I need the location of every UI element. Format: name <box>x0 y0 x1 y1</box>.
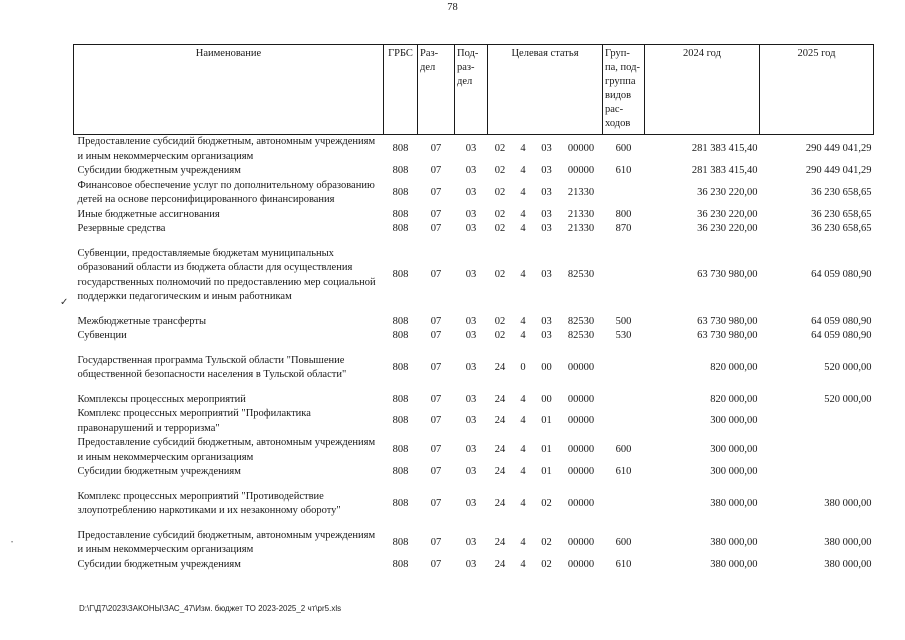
row-amount-2024: 380 000,00 <box>710 536 758 548</box>
row-target-type: 4 <box>520 269 526 281</box>
row-amount-2024: 300 000,00 <box>710 415 758 427</box>
header-expense-group: Груп- па, под- группа видов рас- ходов <box>603 45 645 135</box>
row-expense-group <box>603 354 645 383</box>
table-row <box>74 208 874 223</box>
row-spacer-cell <box>74 519 874 529</box>
row-target-direction: 21330 <box>567 208 595 220</box>
row-target-sub: 03 <box>541 165 552 176</box>
row-target-direction: 82530 <box>567 269 595 281</box>
row-podrazdel: 03 <box>465 143 477 155</box>
row-target-program: 24 <box>494 361 506 373</box>
row-target-sub: 00 <box>541 361 552 373</box>
table-row <box>74 393 874 408</box>
row-name: Предоставление субсидий бюджетным, автономным учреждениям и иным некоммерческим организациям <box>77 529 376 555</box>
row-amount-2024: 820 000,00 <box>710 361 758 373</box>
row-amount-2025: 36 230 658,65 <box>811 223 872 234</box>
row-target-program: 24 <box>494 466 506 477</box>
table-row <box>74 315 874 330</box>
table-row <box>74 247 874 305</box>
row-spacer <box>74 305 874 315</box>
row-amount-2025 <box>760 465 874 480</box>
row-target-direction: 00000 <box>567 558 595 570</box>
row-target-sub: 03 <box>541 186 552 198</box>
row-podrazdel: 03 <box>465 223 477 234</box>
row-target-type: 4 <box>520 497 526 509</box>
row-razdel: 07 <box>430 269 442 281</box>
table-row <box>74 179 874 208</box>
row-amount-2024: 281 383 415,40 <box>691 143 758 155</box>
row-grbs: 808 <box>392 393 409 405</box>
row-razdel: 07 <box>430 143 442 155</box>
table-row <box>74 436 874 465</box>
row-expense-group: 600 <box>615 536 632 548</box>
row-target-direction: 00000 <box>567 536 595 548</box>
row-grbs: 808 <box>392 497 409 509</box>
row-grbs: 808 <box>392 186 409 198</box>
header-2025: 2025 год <box>760 45 874 135</box>
row-podrazdel: 03 <box>465 444 477 456</box>
row-target-direction: 00000 <box>567 415 595 427</box>
row-amount-2024: 380 000,00 <box>710 558 758 570</box>
row-target-type: 4 <box>520 466 526 477</box>
row-amount-2025: 64 059 080,90 <box>811 330 872 341</box>
row-grbs: 808 <box>392 415 409 427</box>
table-row <box>74 465 874 480</box>
row-amount-2024: 820 000,00 <box>710 393 758 405</box>
row-amount-2025: 290 449 041,29 <box>805 143 872 155</box>
row-amount-2024: 380 000,00 <box>710 497 758 509</box>
table-row <box>74 558 874 573</box>
row-expense-group: 800 <box>615 208 632 220</box>
row-name: Иные бюджетные ассигнования <box>77 208 220 220</box>
row-razdel: 07 <box>430 497 442 509</box>
row-razdel: 07 <box>430 165 442 176</box>
row-amount-2025 <box>760 407 874 436</box>
row-podrazdel: 03 <box>465 315 477 327</box>
table-row <box>74 529 874 558</box>
row-expense-group: 610 <box>615 558 632 570</box>
table-row <box>74 490 874 519</box>
row-amount-2025: 64 059 080,90 <box>811 315 872 327</box>
row-name: Государственная программа Тульской области "Повышение общественной безопасности населения в Тульской области" <box>77 354 347 380</box>
row-spacer-cell <box>74 344 874 354</box>
row-spacer <box>74 344 874 354</box>
row-amount-2025: 36 230 658,65 <box>811 186 872 198</box>
row-grbs: 808 <box>392 558 409 570</box>
row-target-direction: 00000 <box>567 165 595 176</box>
row-name: Финансовое обеспечение услуг по дополнительному образованию детей на основе персонифицированного финансирования <box>77 179 375 205</box>
row-name: Субсидии бюджетным учреждениям <box>77 558 241 570</box>
row-amount-2025: 380 000,00 <box>824 558 872 570</box>
row-amount-2024: 36 230 220,00 <box>697 208 758 220</box>
table-row <box>74 164 874 179</box>
row-grbs: 808 <box>392 143 409 155</box>
table-row <box>74 222 874 237</box>
row-expense-group: 610 <box>615 165 632 176</box>
row-expense-group <box>603 179 645 208</box>
table-row <box>74 329 874 344</box>
file-path-footer: D:\Г\Д7\2023\ЗАКОНЫ\ЗАС_47\Изм. бюджет ТО 2023-2025_2 чт\pr5.xls <box>79 604 342 613</box>
row-target-type: 4 <box>520 315 526 327</box>
row-expense-group: 600 <box>615 444 632 456</box>
table-row <box>74 354 874 383</box>
row-name: Субвенции <box>77 330 127 341</box>
row-name: Субсидии бюджетным учреждениям <box>77 466 241 477</box>
row-amount-2024: 63 730 980,00 <box>697 269 758 281</box>
row-expense-group: 600 <box>615 143 632 155</box>
row-target-sub: 01 <box>541 415 552 427</box>
row-razdel: 07 <box>430 315 442 327</box>
row-razdel: 07 <box>430 393 442 405</box>
row-amount-2024: 300 000,00 <box>710 466 758 477</box>
row-name: Комплекс процессных мероприятий "Профилактика правонарушений и терроризма" <box>77 408 311 434</box>
row-spacer-cell <box>74 480 874 490</box>
row-target-sub: 00 <box>541 393 552 405</box>
row-target-sub: 03 <box>541 223 552 234</box>
row-razdel: 07 <box>430 361 442 373</box>
row-amount-2024: 300 000,00 <box>710 444 758 456</box>
row-razdel: 07 <box>430 208 442 220</box>
row-amount-2025: 520 000,00 <box>824 361 872 373</box>
row-amount-2025: 520 000,00 <box>824 393 872 405</box>
row-expense-group: 500 <box>615 315 632 327</box>
row-expense-group <box>603 407 645 436</box>
row-amount-2024: 63 730 980,00 <box>697 330 758 341</box>
row-podrazdel: 03 <box>465 165 477 176</box>
row-target-sub: 02 <box>541 497 552 509</box>
row-target-program: 24 <box>494 558 506 570</box>
row-target-direction: 00000 <box>567 393 595 405</box>
row-razdel: 07 <box>430 186 442 198</box>
row-razdel: 07 <box>430 466 442 477</box>
row-podrazdel: 03 <box>465 497 477 509</box>
row-spacer-cell <box>74 237 874 247</box>
row-target-type: 4 <box>520 143 526 155</box>
table-row <box>74 135 874 165</box>
row-grbs: 808 <box>392 466 409 477</box>
row-target-type: 4 <box>520 223 526 234</box>
row-amount-2025: 64 059 080,90 <box>811 269 872 281</box>
row-name: Субсидии бюджетным учреждениям <box>77 165 241 176</box>
row-expense-group <box>603 247 645 305</box>
header-name: Наименование <box>74 45 384 135</box>
row-spacer <box>74 383 874 393</box>
row-target-direction: 00000 <box>567 143 595 155</box>
row-grbs: 808 <box>392 165 409 176</box>
row-target-type: 4 <box>520 208 526 220</box>
header-razdel: Раз- дел <box>418 45 455 135</box>
row-amount-2025: 290 449 041,29 <box>805 165 872 176</box>
row-target-type: 4 <box>520 536 526 548</box>
row-expense-group: 870 <box>615 223 632 234</box>
row-target-program: 02 <box>494 186 506 198</box>
row-target-sub: 03 <box>541 269 552 281</box>
row-expense-group <box>603 490 645 519</box>
header-grbs: ГРБС <box>384 45 418 135</box>
row-podrazdel: 03 <box>465 393 477 405</box>
row-amount-2025: 380 000,00 <box>824 497 872 509</box>
row-target-program: 02 <box>494 269 506 281</box>
header-2024: 2024 год <box>645 45 760 135</box>
row-name: Резервные средства <box>77 223 166 234</box>
row-expense-group: 610 <box>615 466 632 477</box>
row-name: Межбюджетные трансферты <box>77 315 207 327</box>
row-target-program: 24 <box>494 536 506 548</box>
row-name: Субвенции, предоставляемые бюджетам муниципальных образований области из бюджета области для осуществления государственных полномочий по предоставлению мер социальной поддержки педагогическим и иным работникам <box>77 247 376 302</box>
row-target-sub: 03 <box>541 208 552 220</box>
row-name: Предоставление субсидий бюджетным, автономным учреждениям и иным некоммерческим организациям <box>77 437 376 463</box>
row-razdel: 07 <box>430 330 442 341</box>
row-target-program: 24 <box>494 393 506 405</box>
row-target-type: 4 <box>520 186 526 198</box>
row-target-direction: 82530 <box>567 330 595 341</box>
table-body <box>74 135 874 573</box>
row-target-direction: 00000 <box>567 361 595 373</box>
row-amount-2025: 380 000,00 <box>824 536 872 548</box>
row-target-sub: 03 <box>541 315 552 327</box>
row-name: Комплекс процессных мероприятий "Противодействие злоупотреблению наркотиками и их незаконному обороту" <box>77 490 341 516</box>
row-target-program: 02 <box>494 165 506 176</box>
row-podrazdel: 03 <box>465 558 477 570</box>
row-podrazdel: 03 <box>465 269 477 281</box>
row-target-sub: 02 <box>541 536 552 548</box>
row-target-sub: 01 <box>541 466 552 477</box>
header-target-article: Целевая статья <box>488 45 603 135</box>
row-amount-2025 <box>760 436 874 465</box>
row-target-program: 02 <box>494 315 506 327</box>
margin-dot: • <box>11 540 14 546</box>
row-grbs: 808 <box>392 536 409 548</box>
row-podrazdel: 03 <box>465 186 477 198</box>
margin-check-mark: ✓ <box>60 297 69 308</box>
row-spacer <box>74 519 874 529</box>
row-expense-group: 530 <box>615 330 632 341</box>
header-podrazdel: Под- раз- дел <box>455 45 488 135</box>
row-grbs: 808 <box>392 269 409 281</box>
row-target-type: 4 <box>520 415 526 427</box>
row-target-program: 02 <box>494 208 506 220</box>
table-row <box>74 407 874 436</box>
row-grbs: 808 <box>392 223 409 234</box>
row-target-direction: 00000 <box>567 466 595 477</box>
row-podrazdel: 03 <box>465 361 477 373</box>
row-amount-2024: 63 730 980,00 <box>697 315 758 327</box>
row-razdel: 07 <box>430 415 442 427</box>
row-grbs: 808 <box>392 315 409 327</box>
row-target-sub: 01 <box>541 444 552 456</box>
row-podrazdel: 03 <box>465 536 477 548</box>
row-grbs: 808 <box>392 361 409 373</box>
row-spacer <box>74 480 874 490</box>
row-grbs: 808 <box>392 330 409 341</box>
row-target-program: 02 <box>494 330 506 341</box>
row-target-program: 24 <box>494 497 506 509</box>
row-target-program: 24 <box>494 415 506 427</box>
row-target-type: 0 <box>520 361 526 373</box>
row-target-type: 4 <box>520 558 526 570</box>
row-expense-group <box>603 393 645 408</box>
row-target-type: 4 <box>520 393 526 405</box>
row-target-type: 4 <box>520 444 526 456</box>
page-number: 78 <box>447 2 458 13</box>
row-podrazdel: 03 <box>465 415 477 427</box>
row-target-program: 02 <box>494 223 506 234</box>
row-podrazdel: 03 <box>465 466 477 477</box>
row-spacer <box>74 237 874 247</box>
row-amount-2024: 281 383 415,40 <box>691 165 758 176</box>
row-target-program: 24 <box>494 444 506 456</box>
row-target-sub: 02 <box>541 558 552 570</box>
row-target-sub: 03 <box>541 143 552 155</box>
row-target-type: 4 <box>520 330 526 341</box>
row-razdel: 07 <box>430 223 442 234</box>
row-podrazdel: 03 <box>465 330 477 341</box>
row-razdel: 07 <box>430 444 442 456</box>
row-target-direction: 21330 <box>567 186 595 198</box>
row-name: Предоставление субсидий бюджетным, автономным учреждениям и иным некоммерческим организациям <box>77 136 376 162</box>
row-grbs: 808 <box>392 208 409 220</box>
row-amount-2024: 36 230 220,00 <box>697 186 758 198</box>
row-target-direction: 82530 <box>567 315 595 327</box>
row-target-type: 4 <box>520 165 526 176</box>
row-target-program: 02 <box>494 143 506 155</box>
row-target-sub: 03 <box>541 330 552 341</box>
row-target-direction: 21330 <box>567 223 595 234</box>
row-amount-2024: 36 230 220,00 <box>697 223 758 234</box>
row-spacer-cell <box>74 383 874 393</box>
row-razdel: 07 <box>430 536 442 548</box>
row-podrazdel: 03 <box>465 208 477 220</box>
row-amount-2025: 36 230 658,65 <box>811 208 872 220</box>
row-target-direction: 00000 <box>567 444 595 456</box>
row-razdel: 07 <box>430 558 442 570</box>
row-spacer-cell <box>74 305 874 315</box>
row-target-direction: 00000 <box>567 497 595 509</box>
row-grbs: 808 <box>392 444 409 456</box>
row-name: Комплексы процессных мероприятий <box>77 393 246 405</box>
table-header-row <box>74 45 874 135</box>
budget-table <box>73 44 874 572</box>
